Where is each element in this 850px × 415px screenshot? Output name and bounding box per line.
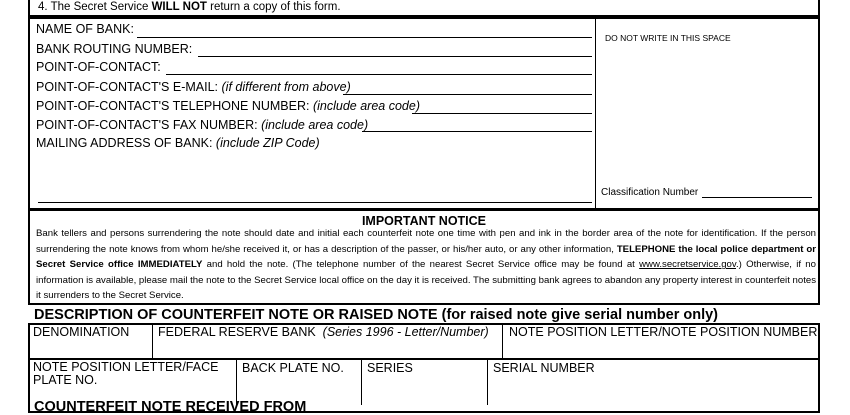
classification-label: Classification Number (601, 187, 699, 198)
col-divider-1 (152, 324, 153, 358)
poc-label: POINT-OF-CONTACT: (36, 60, 161, 74)
series-field[interactable] (367, 380, 482, 392)
frb-field[interactable] (158, 342, 498, 354)
note-position-field[interactable] (509, 342, 814, 354)
bank-name-field[interactable] (137, 37, 592, 38)
series-label: SERIES (367, 361, 413, 375)
classification-field[interactable] (702, 197, 812, 198)
poc-email-field[interactable] (343, 94, 592, 95)
face-plate-label: NOTE POSITION LETTER/FACE PLATE NO. (33, 360, 219, 387)
back-plate-field[interactable] (242, 380, 357, 392)
col-divider-2 (502, 324, 503, 358)
mailing-address-label: MAILING ADDRESS OF BANK: (include ZIP Code) (36, 136, 320, 150)
top-note: 4. The Secret Service WILL NOT return a copy of this form. (38, 1, 341, 13)
description-title: DESCRIPTION OF COUNTERFEIT NOTE OR RAISED NOTE (for raised note give serial number only) (34, 307, 718, 323)
frb-label: FEDERAL RESERVE BANK (Series 1996 - Letter/Number) (158, 325, 489, 339)
poc-phone-label: POINT-OF-CONTACT'S TELEPHONE NUMBER: (include area code) (36, 99, 420, 113)
poc-fax-field[interactable] (362, 131, 592, 132)
received-from-title: COUNTERFEIT NOTE RECEIVED FROM (34, 399, 307, 415)
serial-number-field[interactable] (493, 380, 813, 392)
mailing-address-field[interactable] (38, 202, 592, 203)
secret-service-link[interactable]: www.secretservice.gov (639, 259, 736, 271)
serial-number-label: SERIAL NUMBER (493, 361, 595, 375)
bank-name-label: NAME OF BANK: (36, 22, 134, 36)
back-plate-label: BACK PLATE NO. (242, 361, 344, 375)
poc-fax-label: POINT-OF-CONTACT'S FAX NUMBER: (include area code) (36, 118, 369, 132)
col-divider-4 (361, 359, 362, 405)
col-divider-5 (487, 359, 488, 405)
note-position-label: NOTE POSITION LETTER/NOTE POSITION NUMBER (509, 325, 818, 339)
notice-text: Bank tellers and persons surrendering the note should date and initial each counterfeit note one time with pen and ink in the border area of the note for identification. If the person surrendering the note knows from whom he/she received it, or has a description of the passer, or his/her auto, or any other information, TELEPHONE the local police department or Secret Service office IMMEDIATELY and hold the note. (The telephone number of the nearest Secret Service office may be found at www.secretservice.gov.) Otherwise, if no information is available, please mail the note to the Secret Service local office on the day it is received. The submitting bank agrees to abandon any property interest in counterfeit notes it surrenders to the Secret Service. (36, 228, 816, 302)
poc-field[interactable] (166, 74, 592, 75)
poc-email-label: POINT-OF-CONTACT'S E-MAIL: (if different from above) (36, 80, 351, 94)
poc-phone-field[interactable] (412, 113, 592, 114)
denomination-label: DENOMINATION (33, 325, 130, 339)
notice-title: IMPORTANT NOTICE (361, 214, 487, 228)
routing-number-field[interactable] (198, 56, 592, 57)
routing-number-label: BANK ROUTING NUMBER: (36, 42, 193, 56)
office-use-divider (595, 18, 596, 209)
denomination-field[interactable] (33, 342, 148, 354)
office-use-header: DO NOT WRITE IN THIS SPACE (605, 33, 731, 43)
